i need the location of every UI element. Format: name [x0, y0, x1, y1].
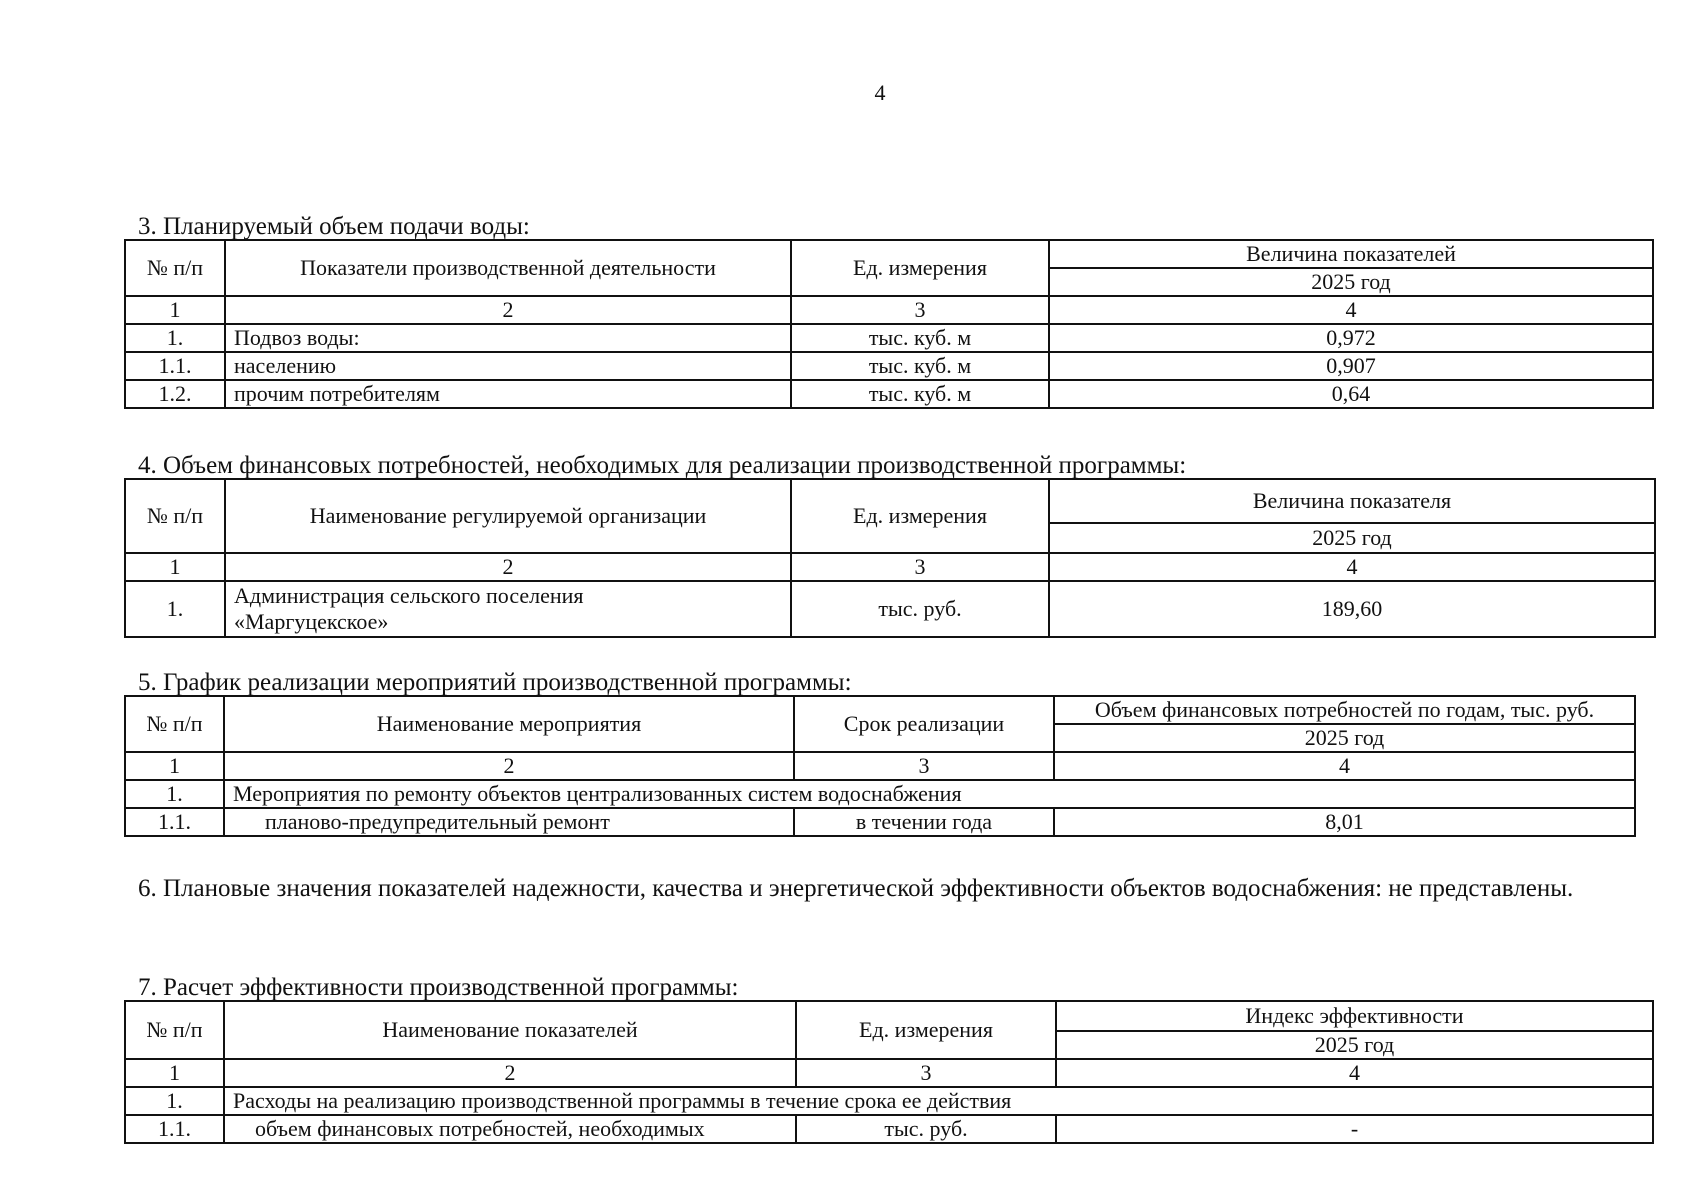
- table-row: [125, 352, 1653, 380]
- value: 8,01: [1054, 808, 1635, 836]
- column-index: 3: [791, 296, 1049, 324]
- value: 189,60: [1049, 581, 1655, 637]
- col-term-header: Срок реализации: [794, 696, 1054, 752]
- col-number-header: № п/п: [125, 479, 225, 553]
- row-number: 1.: [125, 1087, 224, 1115]
- row-number: 1.: [125, 324, 225, 352]
- col-value-header: Величина показателя: [1049, 479, 1655, 523]
- financial-needs-table: [124, 478, 1656, 638]
- col-number-header: № п/п: [125, 1001, 224, 1059]
- column-index: 3: [794, 752, 1054, 780]
- indicator-name: населению: [225, 352, 791, 380]
- col-value-header: Индекс эффективности: [1056, 1001, 1653, 1031]
- col-indicator-header: Наименование показателей: [224, 1001, 796, 1059]
- column-index: 3: [791, 553, 1049, 581]
- table-row: [125, 324, 1653, 352]
- indicator-name: прочим потребителям: [225, 380, 791, 408]
- header-row: [125, 1001, 1653, 1031]
- value: 0,907: [1049, 352, 1653, 380]
- col-number-header: № п/п: [125, 696, 224, 752]
- column-index-row: [125, 1059, 1653, 1087]
- organization-name-line: «Маргуцекское»: [234, 609, 389, 634]
- column-index: 1: [125, 296, 225, 324]
- value: -: [1056, 1115, 1653, 1143]
- efficiency-table: [124, 1000, 1654, 1144]
- col-indicator-header: Показатели производственной деятельности: [225, 240, 791, 296]
- col-number-header: № п/п: [125, 240, 225, 296]
- table-row: [125, 1115, 1653, 1143]
- column-index: 1: [125, 752, 224, 780]
- column-index: 4: [1049, 296, 1653, 324]
- header-row: [125, 696, 1635, 724]
- group-row: [125, 780, 1635, 808]
- section-7-title: 7. Расчет эффективности производственной программы:: [138, 974, 739, 1001]
- column-index: 4: [1054, 752, 1635, 780]
- col-organization-header: Наименование регулируемой организации: [225, 479, 791, 553]
- row-number: 1.1.: [125, 1115, 224, 1143]
- value: 0,64: [1049, 380, 1653, 408]
- year-header: 2025 год: [1049, 523, 1655, 553]
- section-5-title: 5. График реализации мероприятий производственной программы:: [138, 669, 852, 696]
- value: 0,972: [1049, 324, 1653, 352]
- unit: тыс. куб. м: [791, 324, 1049, 352]
- col-activity-header: Наименование мероприятия: [224, 696, 794, 752]
- section-6-text: 6. Плановые значения показателей надежности, качества и энергетической эффективности объектов водоснабжения: не представлены.: [138, 875, 1574, 902]
- group-name: Мероприятия по ремонту объектов централизованных систем водоснабжения: [224, 780, 1635, 808]
- organization-name-line: Администрация сельского поселения: [234, 583, 584, 608]
- unit: тыс. руб.: [796, 1115, 1056, 1143]
- table-row: [125, 808, 1635, 836]
- unit: тыс. куб. м: [791, 380, 1049, 408]
- table-row: [125, 581, 1655, 637]
- unit: тыс. куб. м: [791, 352, 1049, 380]
- column-index: 2: [224, 752, 794, 780]
- column-index-row: [125, 553, 1655, 581]
- section-3-title: 3. Планируемый объем подачи воды:: [138, 213, 530, 240]
- column-index: 3: [796, 1059, 1056, 1087]
- water-supply-table: [124, 239, 1654, 409]
- col-value-header: Объем финансовых потребностей по годам, тыс. руб.: [1054, 696, 1635, 724]
- col-unit-header: Ед. измерения: [796, 1001, 1056, 1059]
- column-index: 1: [125, 1059, 224, 1087]
- row-number: 1.: [125, 780, 224, 808]
- indicator-name: объем финансовых потребностей, необходимых: [224, 1115, 796, 1143]
- activity-name: планово-предупредительный ремонт: [224, 808, 794, 836]
- column-index: 2: [225, 296, 791, 324]
- column-index: 4: [1049, 553, 1655, 581]
- year-header: 2025 год: [1056, 1031, 1653, 1059]
- year-header: 2025 год: [1054, 724, 1635, 752]
- section-4-title: 4. Объем финансовых потребностей, необходимых для реализации производственной программы:: [138, 452, 1187, 479]
- organization-name: [225, 581, 791, 637]
- term: в течении года: [794, 808, 1054, 836]
- table-row: [125, 380, 1653, 408]
- column-index: 2: [225, 553, 791, 581]
- col-unit-header: Ед. измерения: [791, 240, 1049, 296]
- schedule-table: [124, 695, 1636, 837]
- header-row: [125, 240, 1653, 268]
- row-number: 1.: [125, 581, 225, 637]
- col-value-header: Величина показателей: [1049, 240, 1653, 268]
- unit: тыс. руб.: [791, 581, 1049, 637]
- row-number: 1.1.: [125, 352, 225, 380]
- row-number: 1.2.: [125, 380, 225, 408]
- column-index-row: [125, 296, 1653, 324]
- indicator-name: Подвоз воды:: [225, 324, 791, 352]
- row-number: 1.1.: [125, 808, 224, 836]
- column-index: 4: [1056, 1059, 1653, 1087]
- header-row: [125, 479, 1655, 523]
- column-index: 1: [125, 553, 225, 581]
- group-row: [125, 1087, 1653, 1115]
- column-index-row: [125, 752, 1635, 780]
- group-name: Расходы на реализацию производственной программы в течение срока ее действия: [224, 1087, 1653, 1115]
- page-number: 4: [874, 80, 886, 105]
- year-header: 2025 год: [1049, 268, 1653, 296]
- column-index: 2: [224, 1059, 796, 1087]
- col-unit-header: Ед. измерения: [791, 479, 1049, 553]
